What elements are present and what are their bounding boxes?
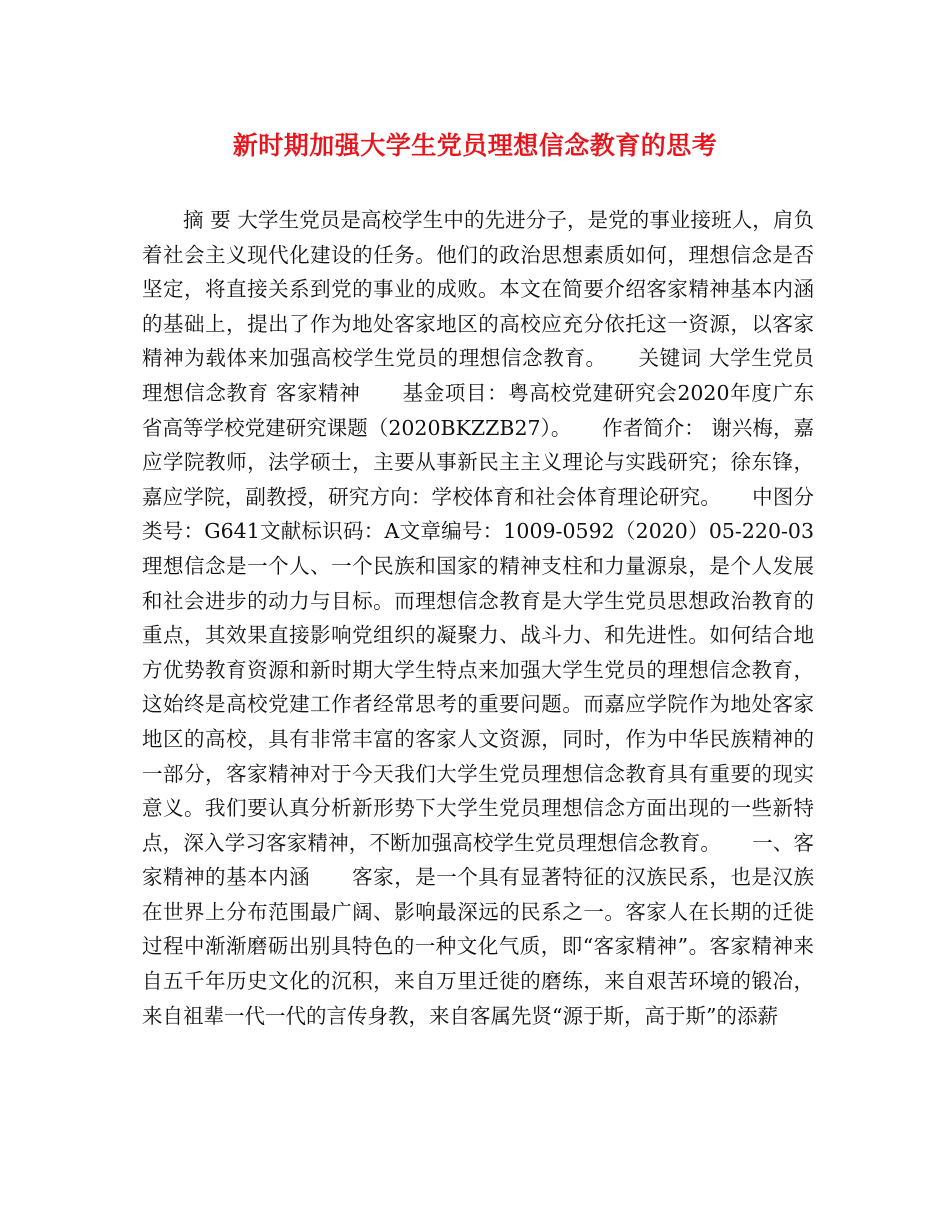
document-body: 摘 要 大学生党员是高校学生中的先进分子，是党的事业接班人，肩负着社会主义现代化建设的任务。他们的政治思想素质如何，理想信念是否坚定，将直接关系到党的事业的成败。本文在简要介绍客家精神基本内涵的基础上，提出了作为地处客家地区的高校应充分依托这一资源，以客家精神为载体来加强高校学生党员的理想信念教育。 关键词 大学生党员 理想信念教育 客家精神 基金项目：粤高校党建研究会2020年度广东省高等学校党建研究课题（2020BKZZB27）。 作者简介： 谢兴梅，嘉应学院教师，法学硕士，主要从事新民主主义理论与实践研究；徐东锋，嘉应学院，副教授，研究方向：学校体育和社会体育理论研究。 中图分类号：G641文献标识码：A文章编号：1009-0592（2020）05-220-03 理想信念是一个人、一个民族和国家的精神支柱和力量源泉，是个人发展和社会进步的动力与目标。而理想信念教育是大学生党员思想政治教育的重点，其效果直接影响党组织的凝聚力、战斗力、和先进性。如何结合地方优势教育资源和新时期大学生特点来加强大学生党员的理想信念教育，这始终是高校党建工作者经常思考的重要问题。而嘉应学院作为地处客家地区的高校，具有非常丰富的客家人文资源，同时，作为中华民族精神的一部分，客家精神对于今天我们大学生党员理想信念教育具有重要的现实意义。我们要认真分析新形势下大学生党员理想信念方面出现的一些新特点，深入学习客家精神，不断加强高校学生党员理想信念教育。 一、客家精神的基本内涵 客家，是一个具有显著特征的汉族民系，也是汉族在世界上分布范围最广阔、影响最深远的民系之一。客家人在长期的迁徙过程中渐渐磨砺出别具特色的一种文化气质，即“客家精神”。客家精神来自五千年历史文化的沉积，来自万里迁徙的磨练，来自艰苦环境的锻冶，来自祖辈一代一代的言传身教，来自客属先贤“源于斯，高于斯”的添薪 (142, 208, 855, 1028)
document-title: 新时期加强大学生党员理想信念教育的思考 (232, 131, 718, 160)
